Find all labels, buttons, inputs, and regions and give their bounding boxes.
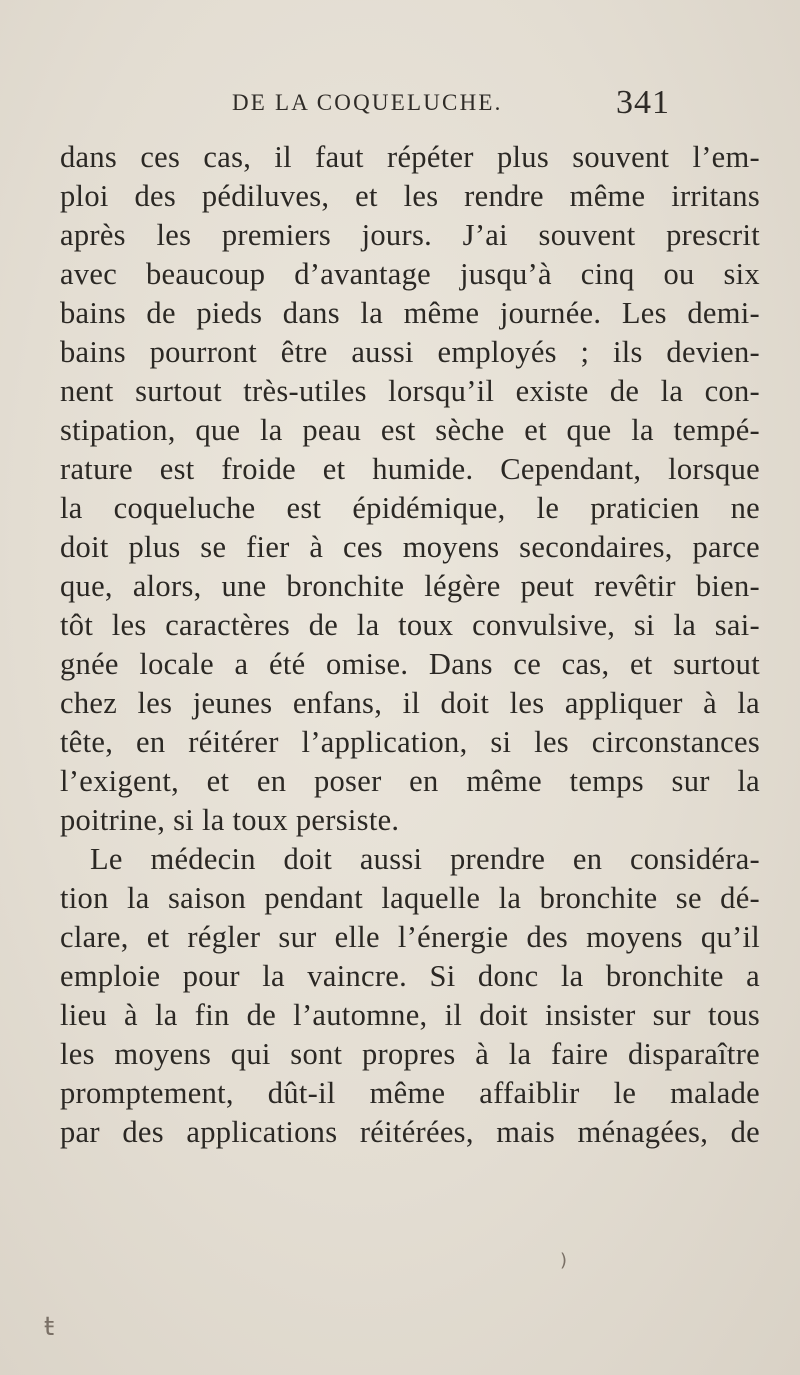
text-line: tête, en réitérer l’application, si les circonstances (60, 725, 760, 759)
text-line: bains de pieds dans la même journée. Les demi- (60, 296, 760, 330)
page-number: 341 (616, 84, 670, 121)
ink-speck: ) (560, 1250, 568, 1271)
text-line: les moyens qui sont propres à la faire disparaître (60, 1037, 760, 1071)
text-line: chez les jeunes enfans, il doit les appliquer à la (60, 686, 760, 720)
ink-speck: ŧ (44, 1312, 55, 1342)
text-line: clare, et régler sur elle l’énergie des moyens qu’il (60, 920, 760, 954)
text-line: emploie pour la vaincre. Si donc la bronchite a (60, 959, 760, 993)
text-line: nent surtout très-utiles lorsqu’il existe de la con- (60, 374, 760, 408)
text-line: gnée locale a été omise. Dans ce cas, et surtout (60, 647, 760, 681)
text-line: poitrine, si la toux persiste. (60, 803, 400, 837)
text-line: bains pourront être aussi employés ; ils devien- (60, 335, 760, 369)
body-text (60, 138, 760, 1152)
text-line: que, alors, une bronchite légère peut revêtir bien- (60, 569, 760, 603)
text-line: par des applications réitérées, mais ménagées, de (60, 1115, 760, 1149)
text-line: tôt les caractères de la toux convulsive, si la sai- (60, 608, 760, 642)
text-line: stipation, que la peau est sèche et que la tempé- (60, 413, 760, 447)
text-line: ploi des pédiluves, et les rendre même irritans (60, 179, 760, 213)
text-line: après les premiers jours. J’ai souvent prescrit (60, 218, 760, 252)
page-header (0, 86, 800, 126)
text-line: l’exigent, et en poser en même temps sur la (60, 764, 760, 798)
text-line: avec beaucoup d’avantage jusqu’à cinq ou six (60, 257, 760, 291)
text-line: lieu à la fin de l’automne, il doit insister sur tous (60, 998, 760, 1032)
running-head: DE LA COQUELUCHE. (232, 90, 503, 115)
text-line: Le médecin doit aussi prendre en considéra- (90, 842, 760, 876)
text-line: dans ces cas, il faut répéter plus souvent l’em- (60, 140, 760, 174)
text-line: rature est froide et humide. Cependant, lorsque (60, 452, 760, 486)
text-line: promptement, dût-il même affaiblir le malade (60, 1076, 760, 1110)
text-line: la coqueluche est épidémique, le praticien ne (60, 491, 760, 525)
text-line: tion la saison pendant laquelle la bronchite se dé- (60, 881, 760, 915)
text-line: doit plus se fier à ces moyens secondaires, parce (60, 530, 760, 564)
